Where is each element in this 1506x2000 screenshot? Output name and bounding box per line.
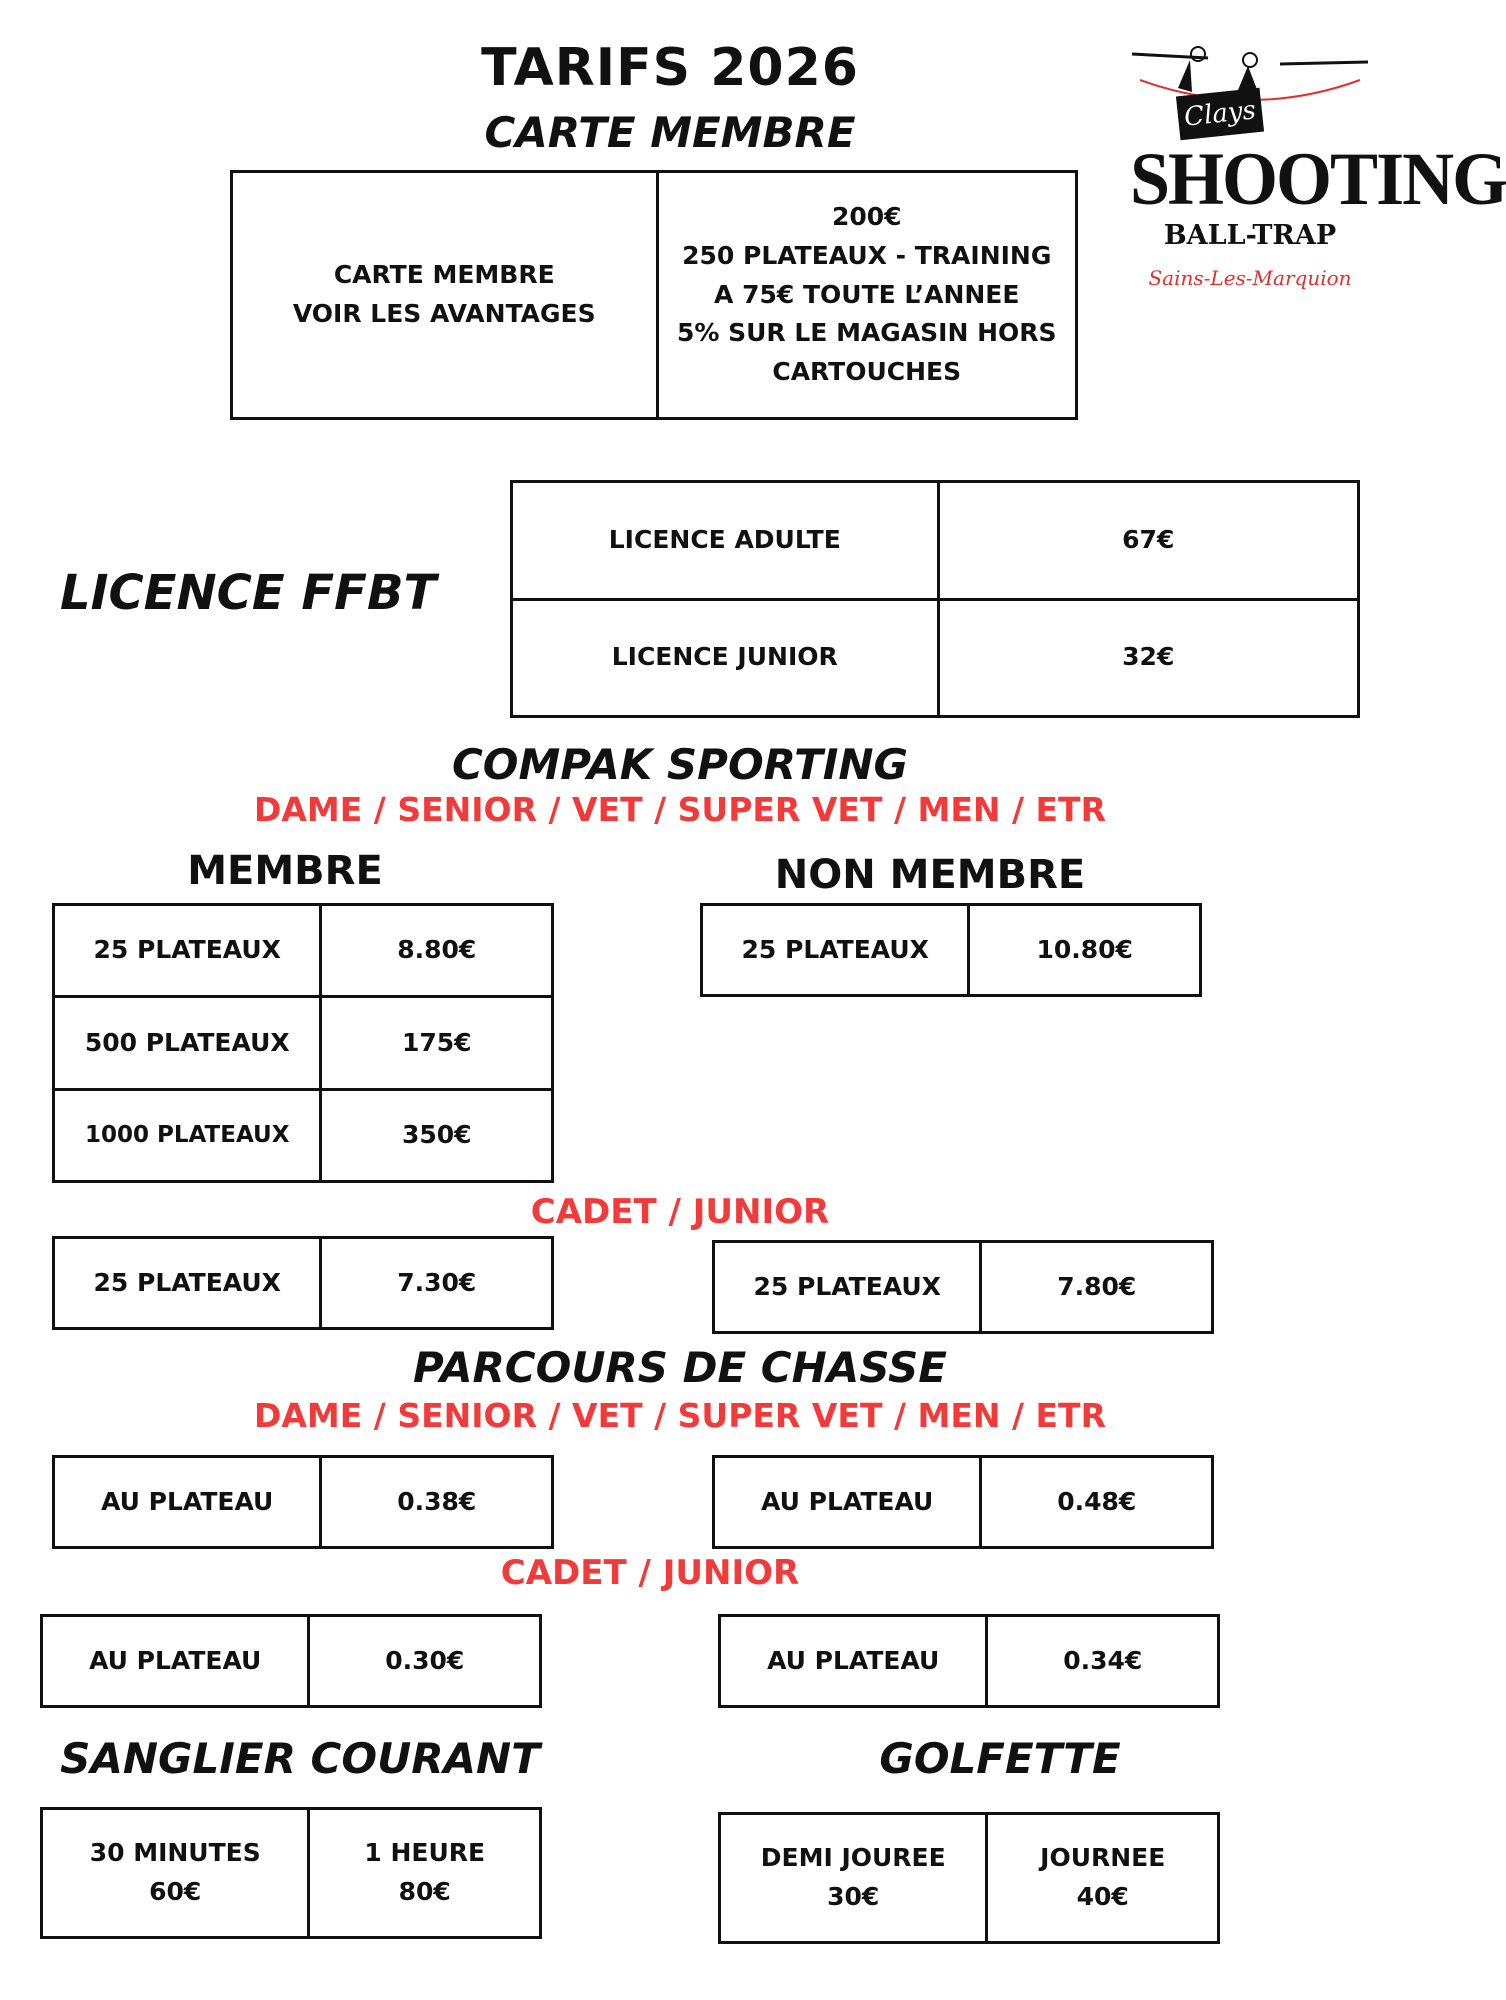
chasse-heading: PARCOURS DE CHASSE <box>413 1343 947 1392</box>
compak-categories: DAME / SENIOR / VET / SUPER VET / MEN / ETR <box>254 790 1106 829</box>
price-label: AU PLATEAU <box>54 1457 321 1548</box>
price-value: 7.80€ <box>981 1242 1213 1333</box>
option-label: JOURNEE <box>1040 1843 1166 1873</box>
price-value: 0.38€ <box>321 1457 553 1548</box>
golfette-heading: GOLFETTE <box>879 1734 1121 1783</box>
carte-membre-table <box>230 170 1078 420</box>
price-value: 175€ <box>321 997 553 1089</box>
chasse-non-membre-table <box>712 1455 1214 1549</box>
compak-non-membre-table <box>700 903 1202 997</box>
option-label: DEMI JOUREE <box>760 1843 946 1873</box>
table-row <box>714 1457 1213 1548</box>
page-title: TARIFS 2026 <box>481 38 859 98</box>
price-value: 0.34€ <box>987 1616 1219 1707</box>
price-label: 500 PLATEAUX <box>54 997 321 1089</box>
compak-junior-membre-table <box>52 1236 554 1330</box>
sanglier-option <box>309 1809 541 1938</box>
price-label: AU PLATEAU <box>42 1616 309 1707</box>
chasse-categories: DAME / SENIOR / VET / SUPER VET / MEN / ETR <box>254 1396 1106 1435</box>
price-label: 1000 PLATEAUX <box>54 1089 321 1181</box>
option-price: 80€ <box>398 1877 451 1906</box>
table-row <box>42 1809 541 1938</box>
price-value: 0.48€ <box>981 1457 1213 1548</box>
licence-heading: LICENCE FFBT <box>60 565 437 621</box>
price-label: AU PLATEAU <box>714 1457 981 1548</box>
golfette-option <box>720 1814 987 1943</box>
carte-membre-line: VOIR LES AVANTAGES <box>292 299 596 328</box>
option-price: 40€ <box>1076 1882 1129 1911</box>
golfette-option <box>987 1814 1219 1943</box>
carte-membre-benefit: CARTOUCHES <box>772 357 962 387</box>
licence-price: 32€ <box>938 599 1359 717</box>
sanglier-table <box>40 1807 542 1939</box>
price-value: 8.80€ <box>321 905 553 997</box>
option-label: 30 MINUTES <box>89 1838 261 1868</box>
sanglier-heading: SANGLIER COURANT <box>60 1734 540 1783</box>
price-label: 25 PLATEAUX <box>702 905 969 996</box>
carte-membre-benefit: 200€ <box>831 202 902 232</box>
compak-heading: COMPAK SPORTING <box>451 740 908 789</box>
price-label: AU PLATEAU <box>720 1616 987 1707</box>
compak-junior-non-membre-table <box>712 1240 1214 1334</box>
table-row <box>720 1814 1219 1943</box>
carte-membre-right-cell <box>657 172 1077 419</box>
table-row <box>512 482 1359 600</box>
non-membre-heading: NON MEMBRE <box>774 852 1086 898</box>
clays-shooting-logo <box>1130 40 1506 300</box>
carte-membre-line: CARTE MEMBRE <box>333 260 555 290</box>
licence-price: 67€ <box>938 482 1359 600</box>
membre-heading: MEMBRE <box>187 848 383 894</box>
table-row <box>54 1089 553 1181</box>
chasse-junior-membre-table <box>40 1614 542 1708</box>
table-row <box>54 905 553 997</box>
option-label: 1 HEURE <box>364 1838 486 1868</box>
logo-location-text: Sains-Les-Marquion <box>1148 266 1352 290</box>
licence-label: LICENCE JUNIOR <box>512 599 939 717</box>
licence-label: LICENCE ADULTE <box>512 482 939 600</box>
table-row <box>702 905 1201 996</box>
golfette-table <box>718 1812 1220 1944</box>
price-label: 25 PLATEAUX <box>54 905 321 997</box>
carte-membre-benefit: A 75€ TOUTE L’ANNEE <box>714 279 1020 309</box>
price-label: 25 PLATEAUX <box>714 1242 981 1333</box>
compak-membre-table <box>52 903 554 1183</box>
chasse-membre-table <box>52 1455 554 1549</box>
price-label: 25 PLATEAUX <box>54 1238 321 1329</box>
table-row <box>54 1457 553 1548</box>
chasse-junior-heading: CADET / JUNIOR <box>500 1553 800 1593</box>
price-value: 7.30€ <box>321 1238 553 1329</box>
sanglier-option <box>42 1809 309 1938</box>
table-row <box>54 997 553 1089</box>
table-row <box>720 1616 1219 1707</box>
table-row <box>714 1242 1213 1333</box>
logo-shooting-text: SHOOTING <box>1130 136 1506 221</box>
carte-membre-left-cell <box>232 172 658 419</box>
table-row <box>54 1238 553 1329</box>
option-price: 30€ <box>827 1882 880 1911</box>
compak-junior-heading: CADET / JUNIOR <box>530 1192 830 1232</box>
price-value: 350€ <box>321 1089 553 1181</box>
price-value: 10.80€ <box>969 905 1201 996</box>
option-price: 60€ <box>149 1877 202 1906</box>
carte-membre-benefit: 5% SUR LE MAGASIN HORS <box>676 318 1057 348</box>
carte-membre-benefit: 250 PLATEAUX - TRAINING <box>682 240 1052 270</box>
table-row <box>42 1616 541 1707</box>
logo-balltrap-text: BALL-TRAP <box>1163 220 1337 251</box>
table-row <box>512 599 1359 717</box>
chasse-junior-non-membre-table <box>718 1614 1220 1708</box>
carte-membre-heading: CARTE MEMBRE <box>484 108 856 157</box>
price-value: 0.30€ <box>309 1616 541 1707</box>
licence-table <box>510 480 1360 718</box>
logo-clays-text: Clays <box>1176 88 1264 141</box>
